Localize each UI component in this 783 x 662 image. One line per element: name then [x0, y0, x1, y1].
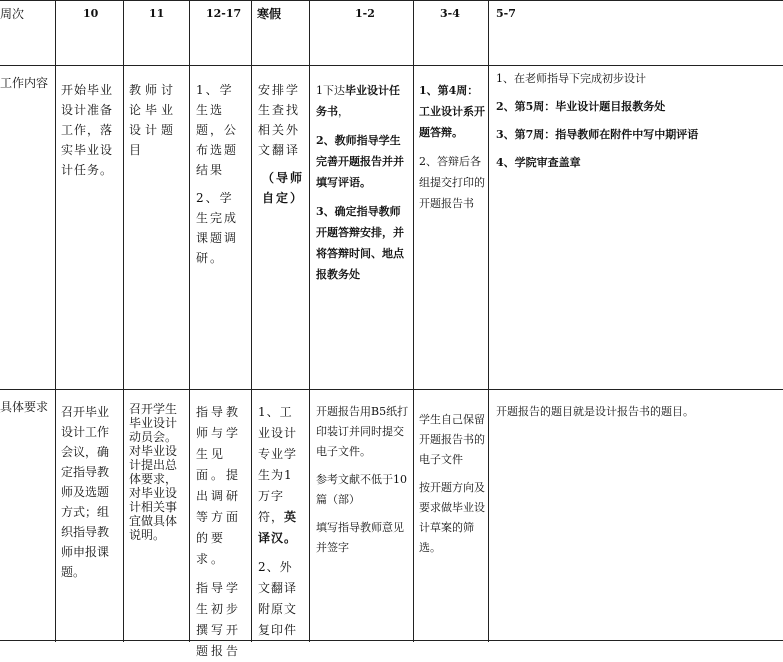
req-week-12-17-item: 指导学生初步撰写开题报告 — [196, 581, 242, 658]
header-spring-1-2: 1-2 — [355, 7, 375, 20]
header-spring-5-7: 5-7 — [496, 7, 516, 20]
grid-line — [123, 0, 124, 642]
work-spring-5-7-item: 3、第7周：指导教师在附件中写中期评语 — [496, 128, 699, 141]
req-spring-3-4-item: 学生自己保留开题报告书的电子文件 — [419, 413, 485, 466]
header-week-12-17: 12-17 — [206, 7, 242, 20]
grid-line — [251, 0, 252, 642]
req-winter-item: 1、工业设计专业学生为1万字符，英译汉。 — [258, 405, 298, 545]
row-label-work: 工作内容 — [0, 76, 49, 90]
req-winter-item: 2、外文翻译附原文复印件 — [258, 560, 298, 637]
work-winter-item: 安排学生查找相关外文翻译 — [258, 83, 301, 157]
work-week-11: 教师讨论毕业设计题目 — [129, 83, 178, 157]
header-week: 周次 — [0, 7, 25, 21]
grid-line — [189, 0, 190, 642]
work-spring-3-4-item: 1、第4周：工业设计系开题答辩。 — [419, 84, 485, 139]
row-label-requirements: 具体要求 — [0, 400, 49, 414]
grid-line — [0, 389, 783, 390]
grid-line — [0, 0, 783, 1]
work-spring-1-2-item: 2、教师指导学生完善开题报告并并填写评语。 — [316, 134, 404, 189]
work-spring-5-7-item: 1、在老师指导下完成初步设计 — [496, 72, 646, 85]
req-week-12-17-item: 指导教师与学生见面。提出调研等方面的要求。 — [196, 405, 242, 566]
req-week-10: 召开毕业设计工作会议，确定指导教师及选题方式；组织指导教师申报课题。 — [61, 405, 110, 579]
work-winter — [258, 80, 304, 208]
req-spring-1-2-item: 开题报告用B5纸打印装订并同时提交电子文件。 — [316, 405, 409, 458]
work-week-12-17-item: 1、学生选题，公布选题结果 — [196, 83, 239, 177]
work-spring-5-7-item: 4、学院审查盖章 — [496, 156, 581, 169]
header-winter: 寒假 — [257, 7, 282, 21]
grid-line — [0, 65, 783, 66]
work-spring-1-2 — [316, 80, 410, 285]
req-week-12-17 — [196, 402, 246, 662]
work-week-10: 开始毕业设计准备工作，落实毕业设计任务。 — [61, 83, 114, 177]
work-week-12-17 — [196, 80, 246, 268]
work-spring-3-4 — [419, 80, 485, 214]
req-spring-1-2-item: 填写指导教师意见并签字 — [316, 521, 404, 554]
work-spring-1-2-item: 3、确定指导教师开题答辩安排，并将答辩时间、地点报教务处 — [316, 205, 404, 281]
req-spring-1-2 — [316, 402, 409, 558]
grid-line — [309, 0, 310, 642]
req-spring-3-4-item: 按开题方向及要求做毕业设计草案的筛选。 — [419, 481, 485, 554]
req-spring-1-2-item: 参考文献不低于10篇（部） — [316, 473, 407, 506]
grid-line — [413, 0, 414, 642]
grid-line — [488, 0, 489, 642]
work-spring-5-7 — [496, 69, 781, 173]
req-spring-5-7: 开题报告的题目就是设计报告书的题目。 — [496, 405, 694, 418]
grid-line — [55, 0, 56, 642]
grid-line — [0, 640, 783, 641]
header-week-11: 11 — [149, 7, 165, 20]
work-spring-1-2-item: 1下达毕业设计任务书， — [316, 84, 400, 118]
work-spring-3-4-item: 2、答辩后各组提交打印的开题报告书 — [419, 155, 485, 210]
req-winter — [258, 402, 305, 641]
work-week-12-17-item: 2、学生完成课题调研。 — [196, 191, 239, 265]
req-week-11: 召开学生毕业设计动员会。对毕业设计提出总体要求，对毕业设计相关事宜做具体说明。 — [129, 402, 178, 542]
work-winter-note: （导师自定） — [262, 171, 305, 205]
work-spring-5-7-item: 2、第5周：毕业设计题目报教务处 — [496, 100, 666, 113]
header-week-10: 10 — [83, 7, 99, 20]
req-spring-3-4 — [419, 410, 485, 558]
header-spring-3-4: 3-4 — [440, 7, 460, 20]
